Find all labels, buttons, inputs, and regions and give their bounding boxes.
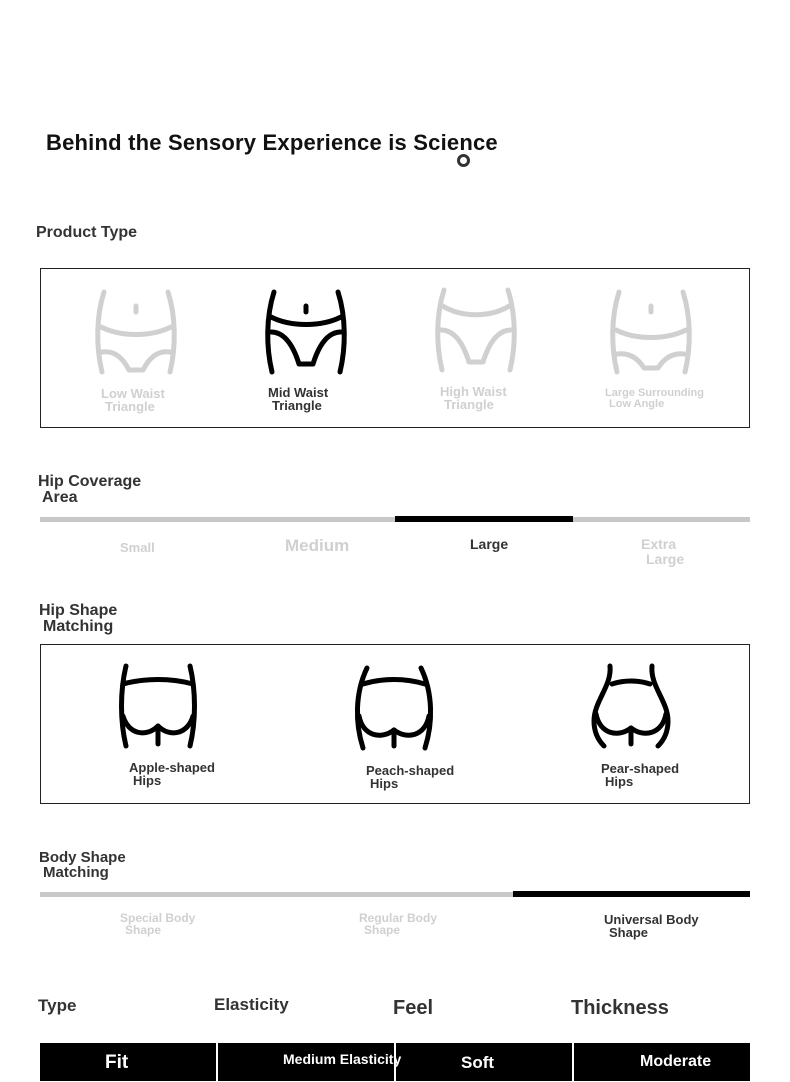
attr-value-type: Fit <box>40 1043 216 1081</box>
large-surrounding-low-angle-icon[interactable] <box>611 292 691 372</box>
hip-shape-label: Hip Shape Matching <box>39 602 118 635</box>
pear-shaped-hips-icon[interactable] <box>592 666 670 746</box>
coverage-medium[interactable]: Medium <box>285 536 350 555</box>
body-special[interactable]: Special Body Shape <box>120 911 196 937</box>
option-pear-shaped[interactable]: Pear-shaped Hips <box>601 761 680 789</box>
body-universal[interactable]: Universal Body Shape <box>604 912 699 940</box>
apple-shaped-hips-icon[interactable] <box>120 666 196 746</box>
peach-shaped-hips-icon[interactable] <box>355 668 433 748</box>
body-shape-label: Body Shape Matching <box>39 849 126 881</box>
coverage-small[interactable]: Small <box>120 540 155 555</box>
attr-header-elasticity: Elasticity <box>214 995 289 1014</box>
attr-header-type: Type <box>38 996 77 1015</box>
option-peach-shaped[interactable]: Peach-shaped Hips <box>366 763 455 791</box>
attr-header-feel: Feel <box>393 997 434 1019</box>
option-large-surrounding[interactable]: Large Surrounding Low Angle <box>605 387 704 410</box>
page-title: Behind the Sensory Experience is Science <box>46 130 498 155</box>
attr-header-thickness: Thickness <box>571 997 669 1019</box>
body-shape-selected-segment <box>513 891 750 897</box>
product-type-label: Product Type <box>36 224 138 241</box>
mid-waist-triangle-icon[interactable] <box>266 292 346 372</box>
hip-coverage-label: Hip Coverage Area <box>38 473 142 506</box>
option-high-waist[interactable]: High Waist Triangle <box>440 384 507 412</box>
body-regular[interactable]: Regular Body Shape <box>359 911 438 937</box>
high-waist-triangle-icon[interactable] <box>436 290 516 370</box>
option-low-waist[interactable]: Low Waist Triangle <box>101 386 165 414</box>
cursor-ring-icon <box>457 154 470 167</box>
coverage-large[interactable]: Large <box>470 536 509 552</box>
attr-value-feel: Soft <box>396 1043 572 1081</box>
attr-value-elasticity-text: Medium Elasticity <box>283 1051 402 1067</box>
hip-coverage-selected-segment <box>395 516 573 522</box>
coverage-extra-large[interactable]: Extra Large <box>641 536 685 567</box>
option-mid-waist[interactable]: Mid Waist Triangle <box>268 385 329 413</box>
option-apple-shaped[interactable]: Apple-shaped Hips <box>129 760 215 788</box>
attr-value-thickness: Moderate <box>574 1043 750 1081</box>
low-waist-triangle-icon[interactable] <box>96 292 176 372</box>
